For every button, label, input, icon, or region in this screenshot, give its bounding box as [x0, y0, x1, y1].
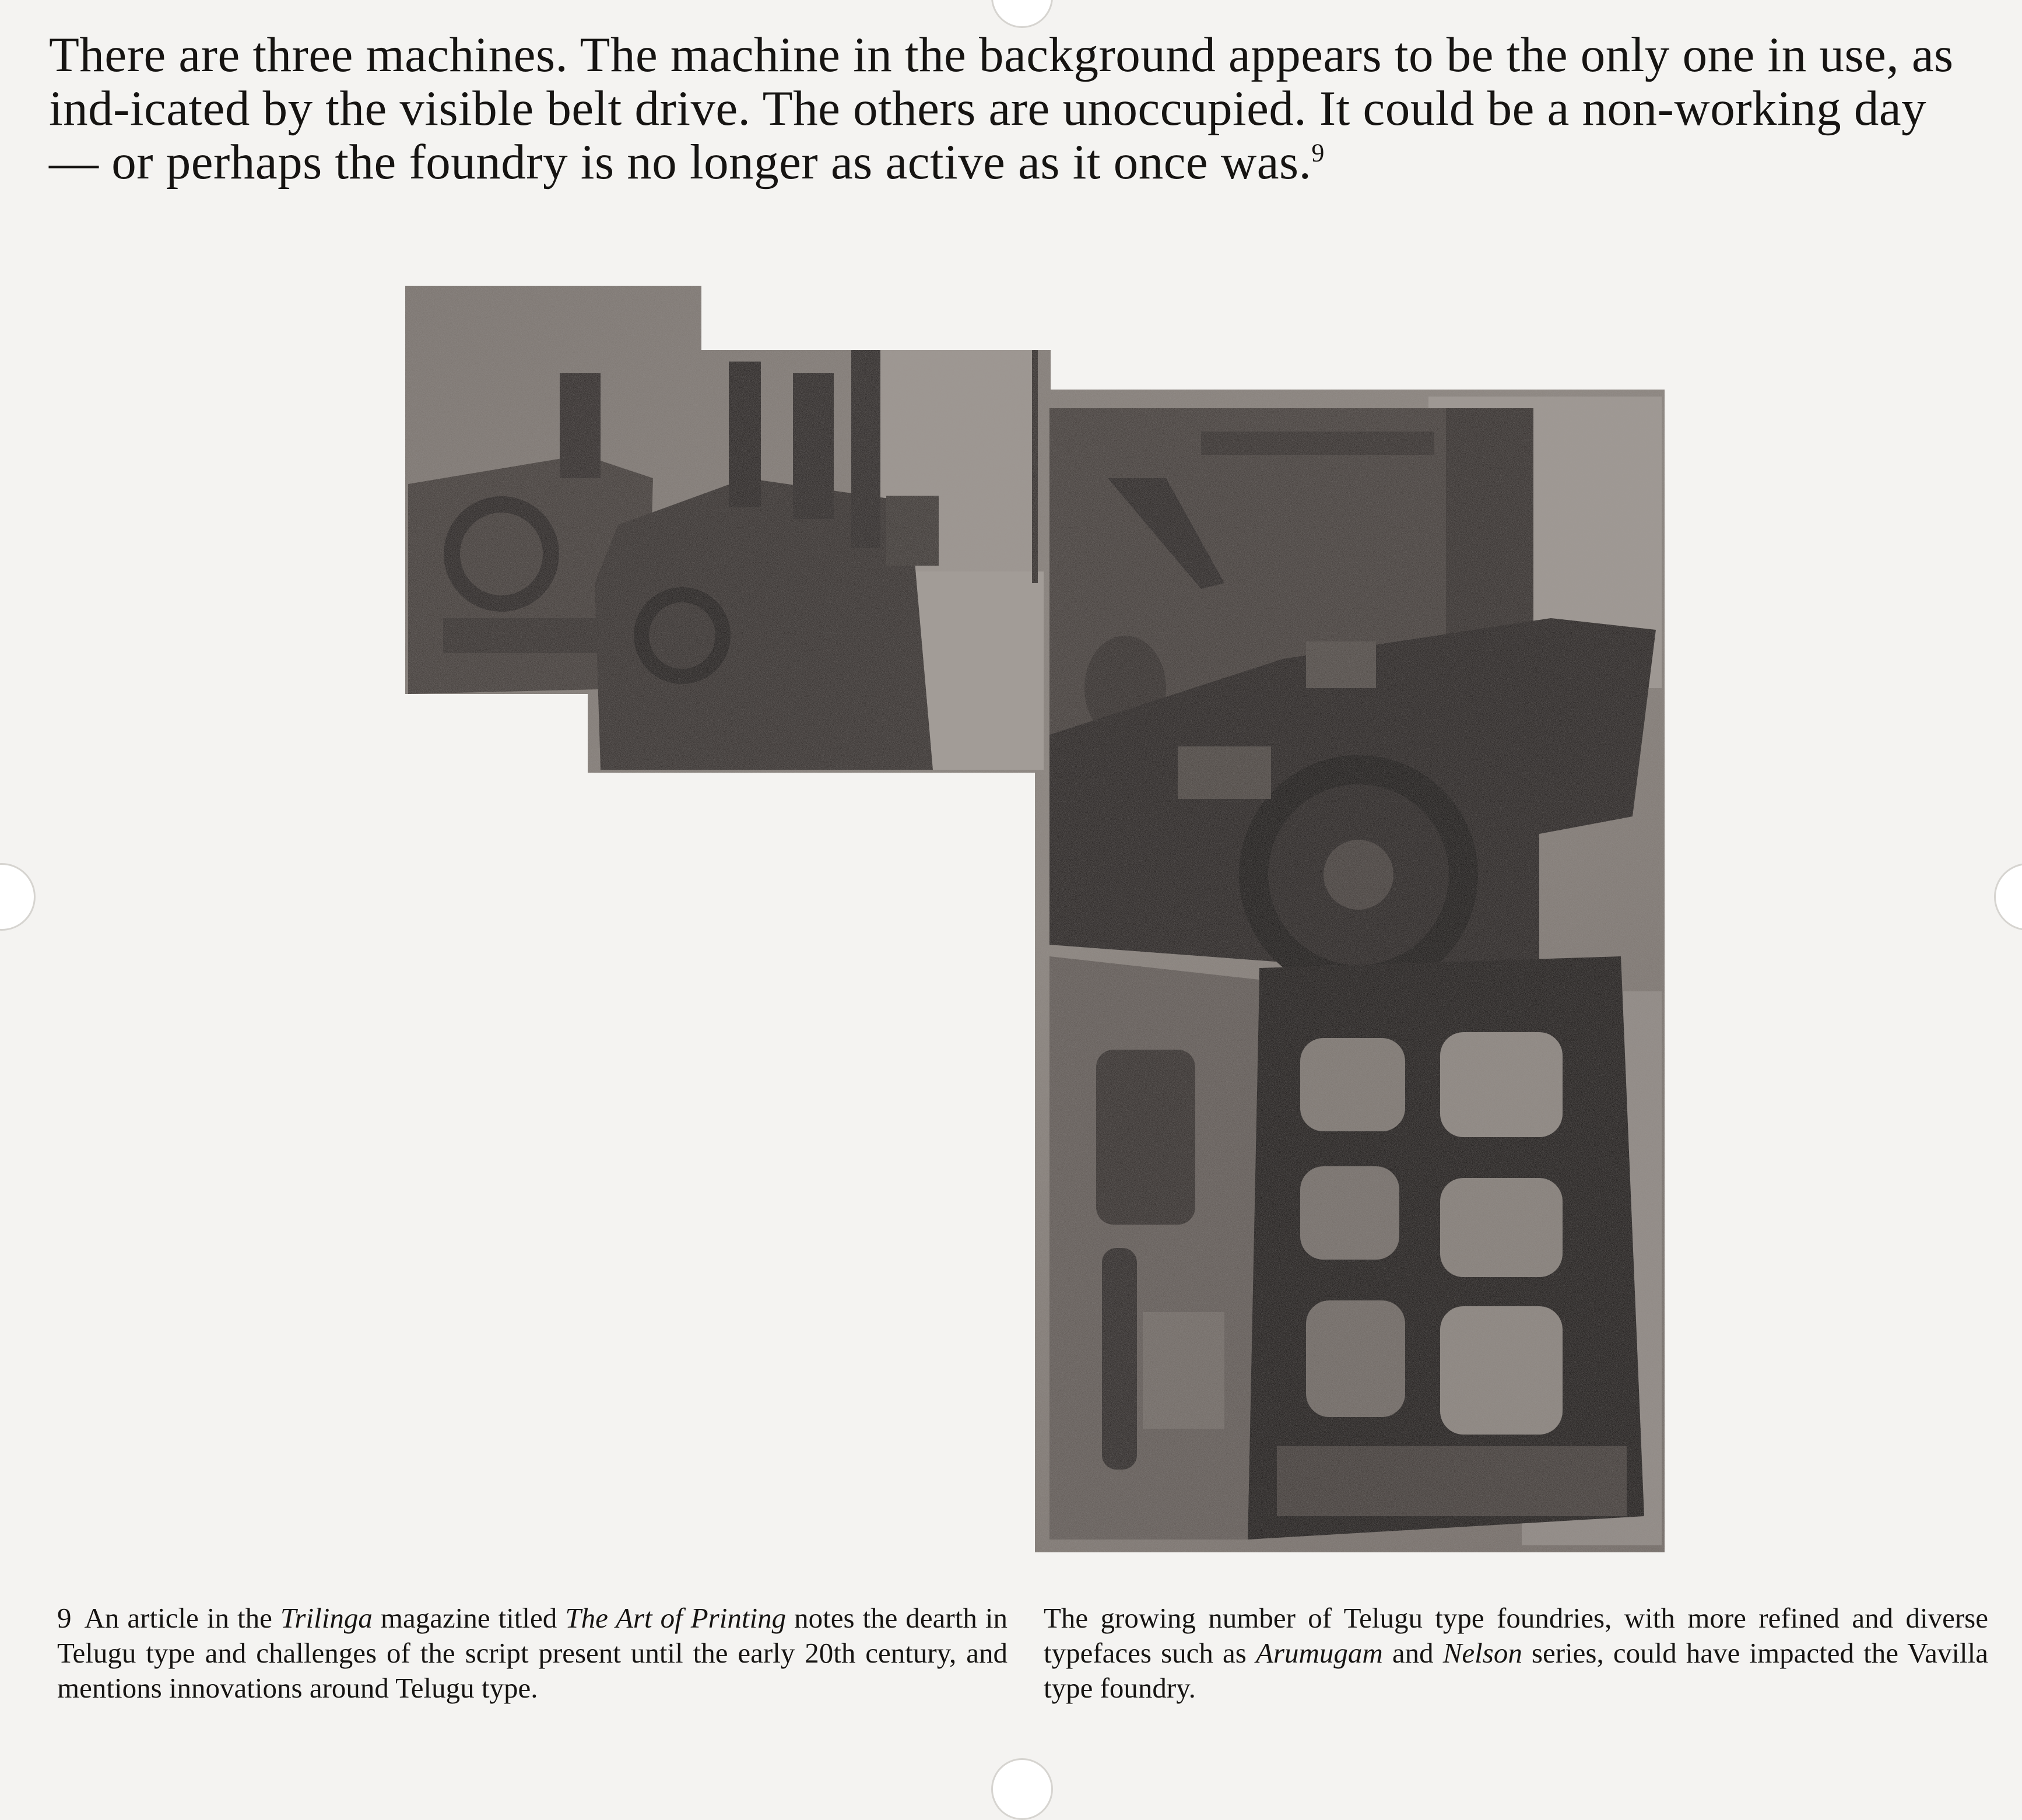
- footnote-right-text-2: and: [1382, 1637, 1443, 1669]
- footnote-left-text-2: magazine titled: [372, 1602, 566, 1634]
- headline-text: There are three machines. The machine in the background appears to be the only one in use, as ind-icated by the visible belt drive. The others are unoccupied. It could be a non-working day — or perhaps the foundry is no longer as active as it once was.: [49, 27, 1954, 190]
- footnote-right-text-1: The growing number of Telugu type foundries, with more refined and diverse typefaces such as: [1044, 1602, 1988, 1669]
- footnote-right-column: [1044, 1601, 1988, 1706]
- footnote-number: 9: [57, 1602, 72, 1634]
- typeface-name-1: Arumugam: [1255, 1637, 1383, 1669]
- footnote-left-text-1: An article in the: [84, 1602, 280, 1634]
- typeface-name-2: Nelson: [1442, 1637, 1522, 1669]
- footnote-left-column: [57, 1601, 1008, 1706]
- footnote-reference: 9: [1311, 138, 1325, 167]
- article-title: The Art of Printing: [565, 1602, 787, 1634]
- magazine-name: Trilinga: [280, 1602, 373, 1634]
- footnote-left-text-3: notes the dearth in Telugu type and challenges of the script present until the early 20th century, and mentions innovations around Telugu type.: [57, 1602, 1008, 1704]
- footnote-right-text-3: series, could have impacted the Vavilla type foundry.: [1044, 1637, 1988, 1704]
